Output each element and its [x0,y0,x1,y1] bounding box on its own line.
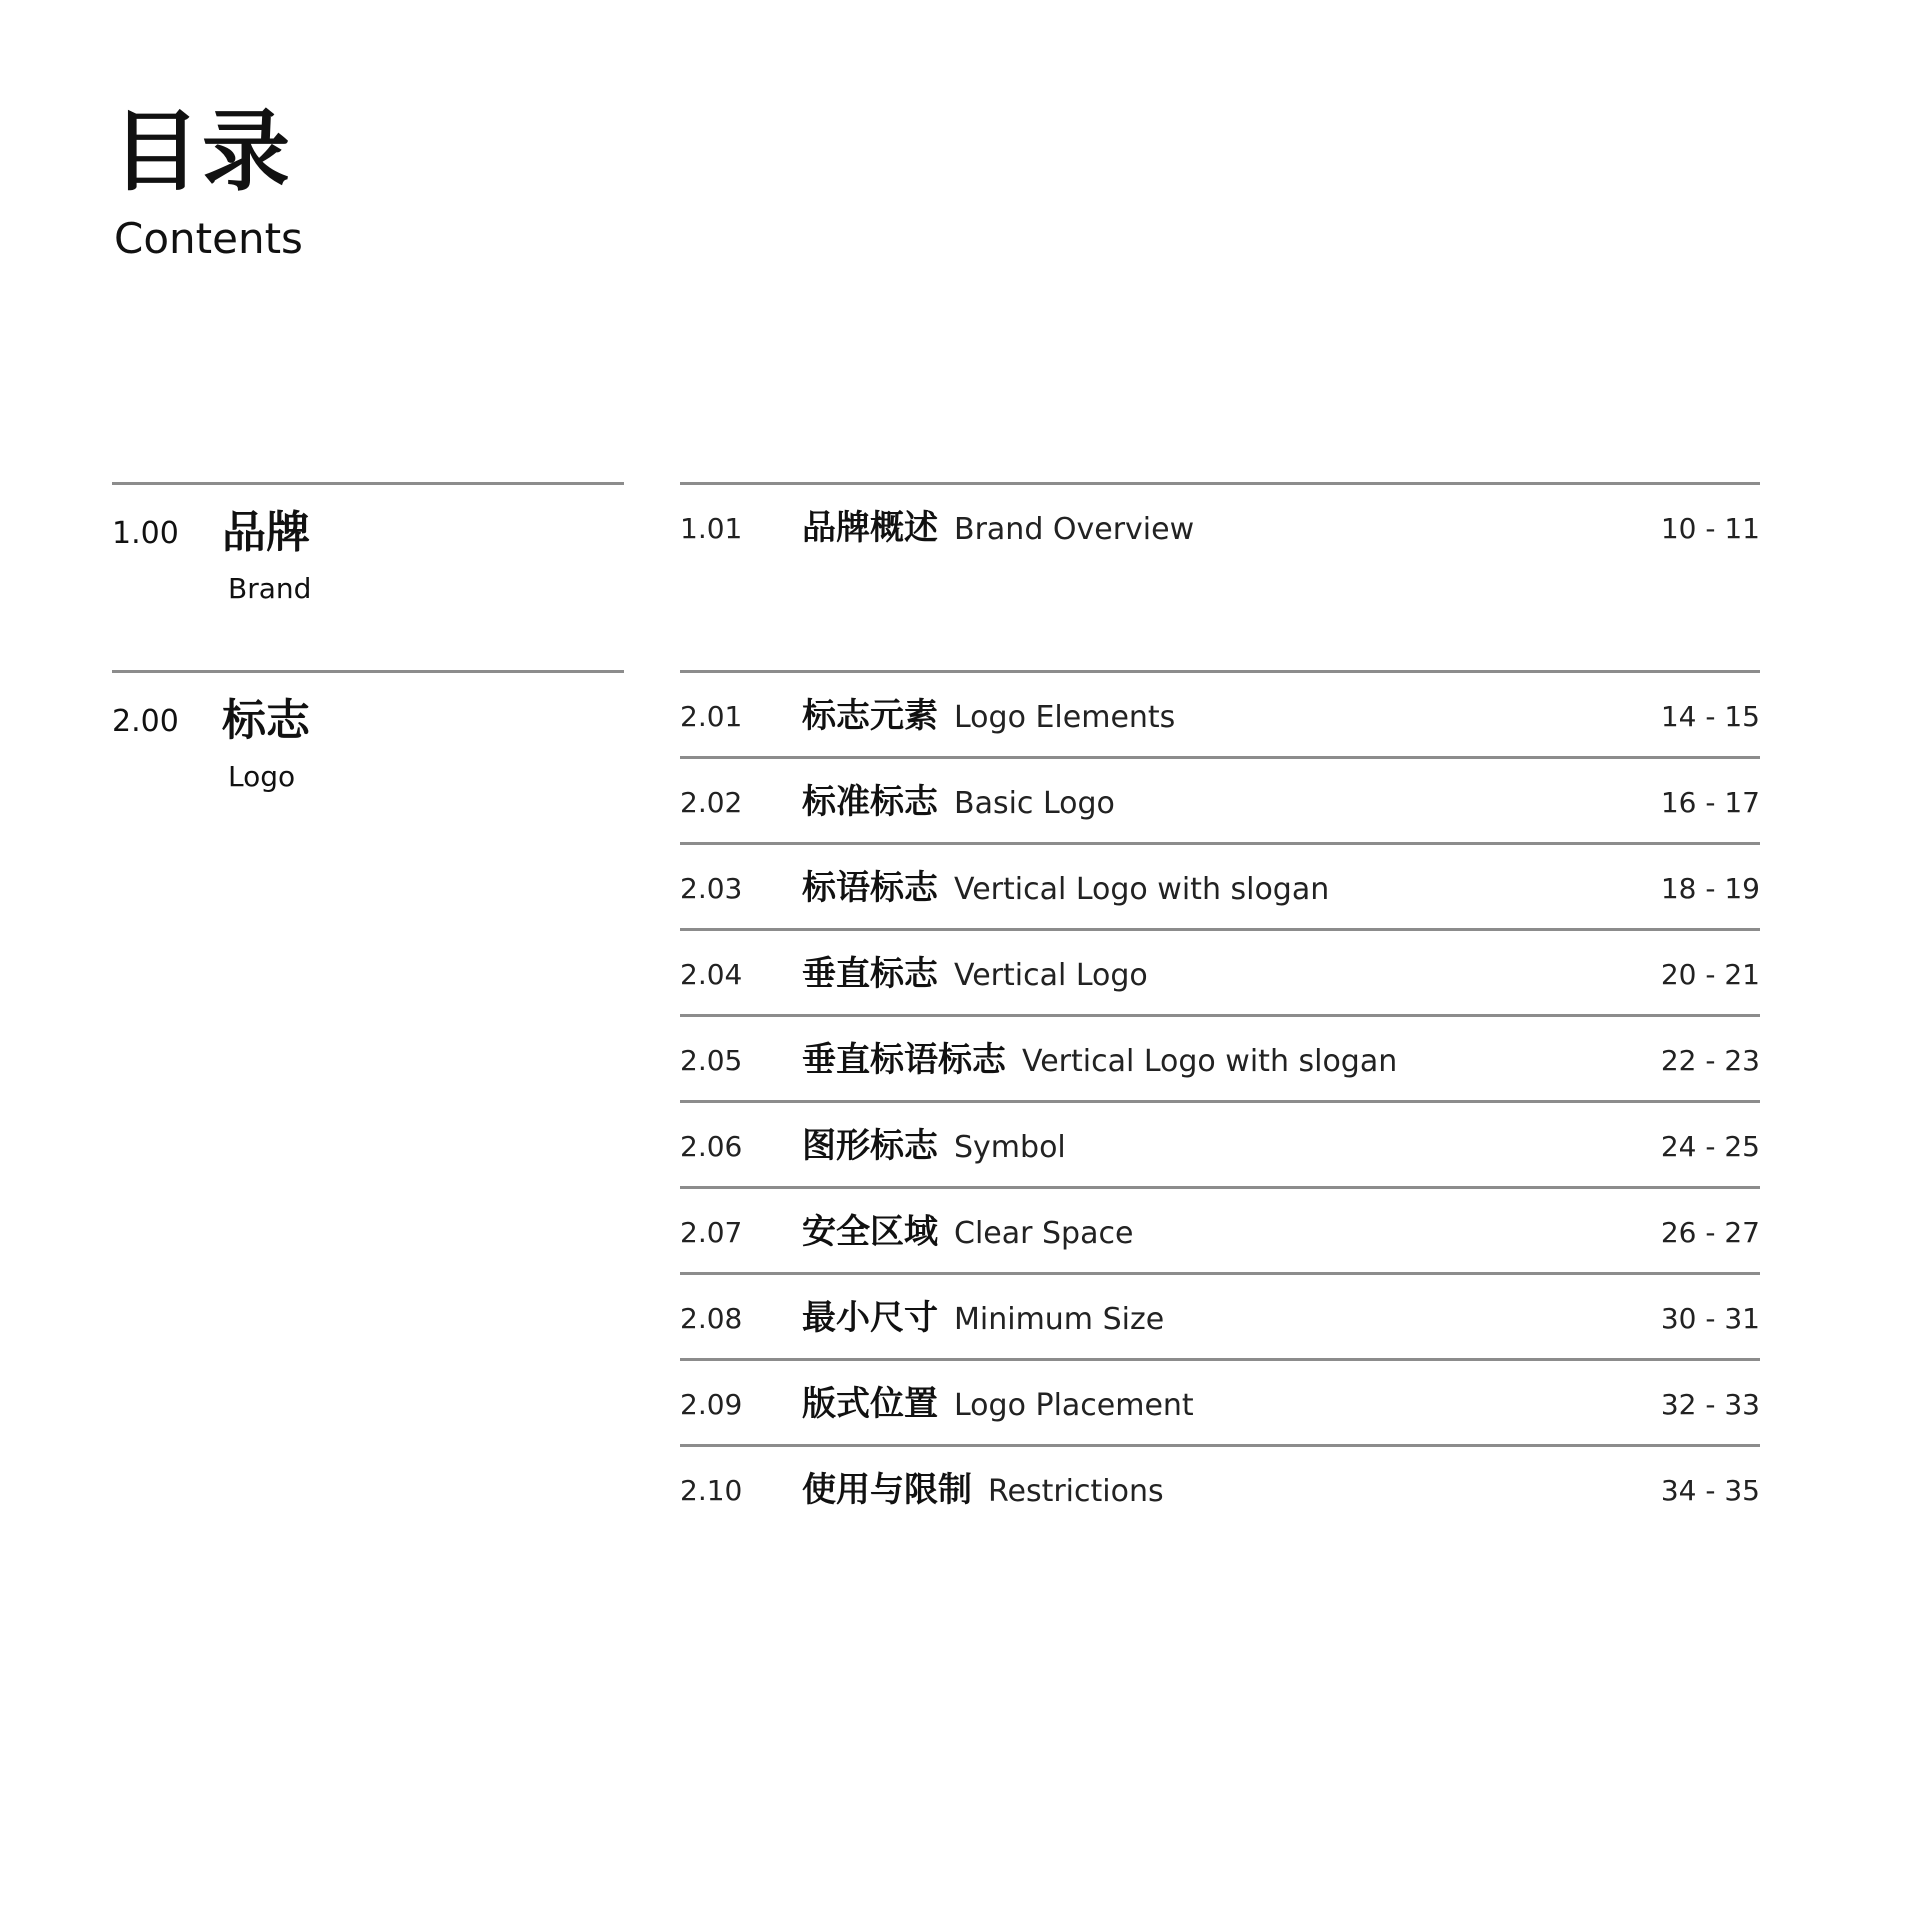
toc-entry[interactable] [680,756,1760,842]
section-brand [112,482,624,625]
entry-title-zh: 安全区域 [802,1212,938,1252]
entry-pages: 22 - 23 [1660,1044,1760,1077]
entry-title-en: Brand Overview [954,512,1195,547]
entry-number: 2.02 [680,786,743,819]
page-title-en: Contents [114,214,303,263]
toc-entry[interactable] [680,842,1760,928]
entry-title-en: Vertical Logo with slogan [954,872,1330,907]
entry-pages: 32 - 33 [1660,1388,1760,1421]
toc-entry[interactable] [680,1358,1760,1444]
toc-entry[interactable] [680,928,1760,1014]
section-title-zh: 品牌 [222,507,310,558]
entry-title-zh: 品牌概述 [802,508,938,548]
entry-title-zh: 使用与限制 [802,1470,972,1510]
toc-entry[interactable] [680,1272,1760,1358]
toc-entry[interactable] [680,1014,1760,1100]
entry-number: 2.10 [680,1474,743,1507]
entry-title [802,1126,1066,1166]
entry-title-en: Symbol [954,1130,1066,1165]
section-title-en: Brand [228,572,312,605]
section-number: 2.00 [112,704,179,739]
entries-logo [680,670,1760,1530]
entry-number: 2.01 [680,700,743,733]
entry-number: 2.08 [680,1302,743,1335]
entry-title [802,1470,1164,1510]
entry-title-zh: 垂直标语标志 [802,1040,1006,1080]
entry-pages: 30 - 31 [1660,1302,1760,1335]
section-title-zh: 标志 [222,695,310,746]
section-logo [112,670,624,813]
entry-number: 1.01 [680,512,743,545]
entry-number: 2.05 [680,1044,743,1077]
toc-entry[interactable] [680,1186,1760,1272]
toc-entry[interactable] [680,670,1760,756]
entry-title-en: Logo Elements [954,700,1176,735]
entry-pages: 26 - 27 [1660,1216,1760,1249]
entry-number: 2.09 [680,1388,743,1421]
toc-entry[interactable] [680,1444,1760,1530]
entry-title [802,696,1176,736]
entry-title-en: Clear Space [954,1216,1134,1251]
section-title-en: Logo [228,760,296,793]
entry-pages: 24 - 25 [1660,1130,1760,1163]
entry-title-zh: 最小尺寸 [802,1298,938,1338]
entry-pages: 18 - 19 [1660,872,1760,905]
entry-pages: 16 - 17 [1660,786,1760,819]
entry-title-zh: 图形标志 [802,1126,938,1166]
entry-title-zh: 版式位置 [802,1384,938,1424]
entry-title [802,868,1330,908]
entry-title-en: Basic Logo [954,786,1115,821]
page-title-zh: 目录 [112,100,293,203]
entry-pages: 10 - 11 [1660,512,1760,545]
entry-title [802,1212,1134,1252]
entry-title-en: Minimum Size [954,1302,1165,1337]
entry-title [802,1298,1165,1338]
entry-title [802,782,1115,822]
entry-number: 2.07 [680,1216,743,1249]
toc-entry[interactable] [680,482,1760,568]
entry-title-en: Vertical Logo with slogan [1022,1044,1398,1079]
entry-number: 2.03 [680,872,743,905]
entry-pages: 20 - 21 [1660,958,1760,991]
entry-title-zh: 标准标志 [802,782,938,822]
entry-title-zh: 标志元素 [802,696,938,736]
entry-title [802,1384,1194,1424]
entry-pages: 14 - 15 [1660,700,1760,733]
entries-brand [680,482,1760,568]
entry-title [802,1040,1398,1080]
entry-title [802,508,1195,548]
entry-number: 2.06 [680,1130,743,1163]
entry-title-en: Restrictions [988,1474,1164,1509]
entry-title [802,954,1148,994]
entry-title-en: Vertical Logo [954,958,1148,993]
toc-entry[interactable] [680,1100,1760,1186]
entry-title-zh: 标语标志 [802,868,938,908]
entry-number: 2.04 [680,958,743,991]
section-number: 1.00 [112,516,179,551]
entry-title-en: Logo Placement [954,1388,1194,1423]
entry-pages: 34 - 35 [1660,1474,1760,1507]
entry-title-zh: 垂直标志 [802,954,938,994]
